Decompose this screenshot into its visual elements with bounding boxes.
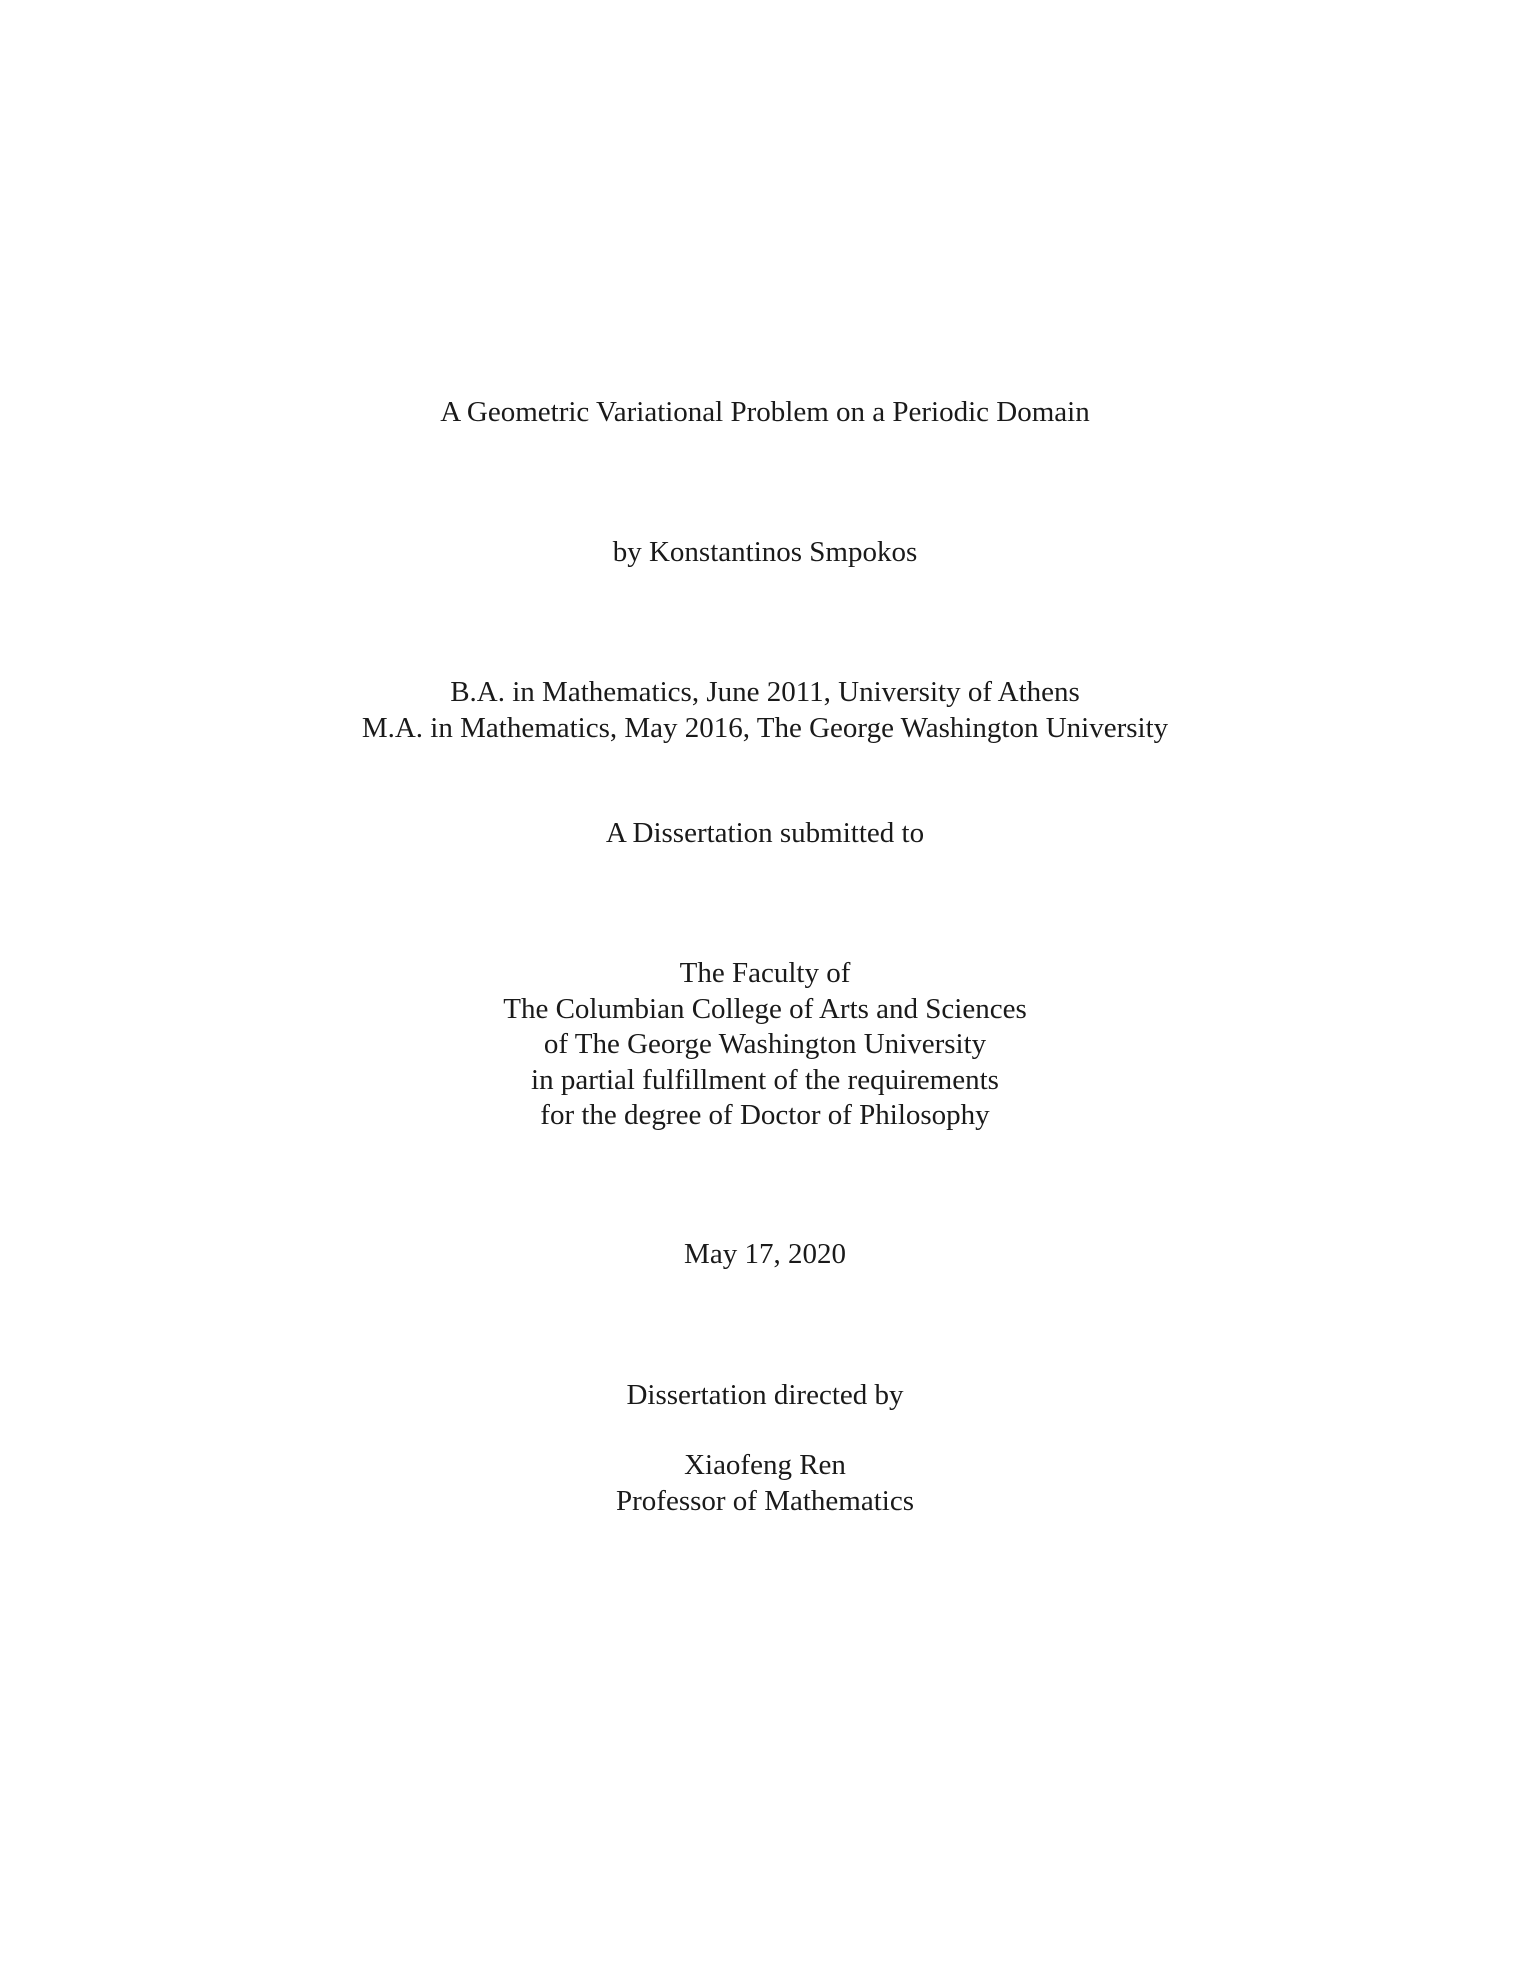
faculty-line-3: of The George Washington University	[543, 1028, 987, 1060]
degree-ma: M.A. in Mathematics, May 2016, The George Washington University	[361, 711, 1169, 744]
faculty-line-1: The Faculty of	[679, 957, 851, 989]
faculty-line-5: for the degree of Doctor of Philosophy	[540, 1099, 990, 1131]
degrees-block	[0, 675, 1530, 746]
director-block	[0, 1448, 1530, 1519]
director-name: Xiaofeng Ren	[684, 1449, 846, 1481]
submission-date: May 17, 2020	[684, 1238, 846, 1270]
submitted-to-line: A Dissertation submitted to	[605, 817, 925, 849]
faculty-block	[0, 956, 1530, 1134]
author-line: by Konstantinos Smpokos	[612, 536, 918, 568]
dissertation-title: A Geometric Variational Problem on a Periodic Domain	[440, 396, 1090, 428]
faculty-line-4: in partial fulfillment of the requirements	[531, 1063, 999, 1096]
directed-by-line: Dissertation directed by	[626, 1379, 904, 1411]
degree-ba: B.A. in Mathematics, June 2011, University of Athens	[450, 676, 1080, 708]
faculty-line-2: The Columbian College of Arts and Sciences	[503, 992, 1027, 1025]
director-title: Professor of Mathematics	[616, 1484, 914, 1517]
